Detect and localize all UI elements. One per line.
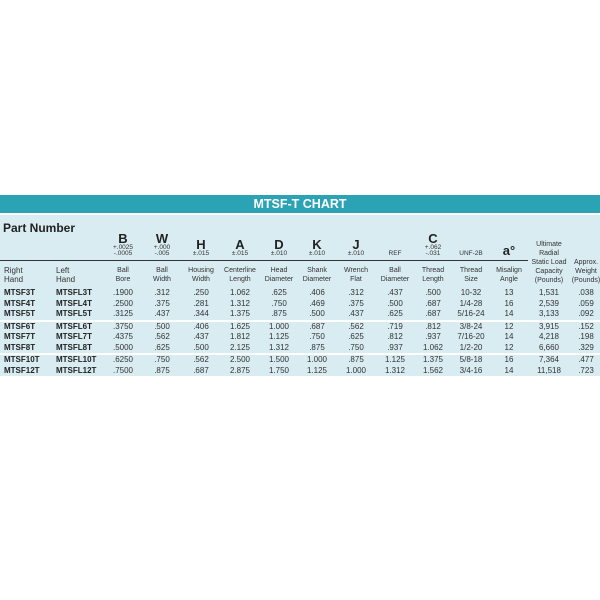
column-tolerance: -.0005 [113, 250, 133, 257]
value-cell: .500 [376, 299, 414, 310]
value-cell: 2.875 [220, 366, 260, 377]
column-label-line: Thread [421, 266, 445, 274]
column-symbol: a° [502, 243, 516, 258]
column-tolerance: +.000 [153, 244, 171, 251]
value-cell: .500 [142, 322, 182, 333]
value-cell: 14 [490, 366, 528, 377]
value-cell: 3/4-16 [452, 366, 490, 377]
column-label-line: Bore [115, 275, 131, 283]
value-cell: .937 [376, 343, 414, 354]
column-tolerance: ±.015 [192, 250, 210, 257]
column-label-line: Right [4, 265, 23, 275]
value-cell: .437 [336, 309, 376, 320]
value-cell: .500 [182, 343, 220, 354]
mtsf-t-chart [0, 195, 600, 376]
value-cell: .329 [570, 343, 600, 354]
value-cell: .687 [298, 322, 336, 333]
header-line: Weight [575, 268, 597, 275]
column-symbol-header [298, 215, 336, 261]
column-label [142, 261, 182, 289]
value-cell: 1.125 [298, 366, 336, 377]
part-number-cell: MTSFL5T [52, 309, 104, 320]
value-cell: .723 [570, 366, 600, 377]
column-label [414, 261, 452, 289]
header-row [0, 215, 600, 261]
column-label-line: Size [464, 275, 478, 283]
value-cell: 1.125 [376, 355, 414, 366]
column-symbol: D [274, 237, 284, 252]
value-cell: 12 [490, 322, 528, 333]
value-cell: 2,539 [528, 299, 570, 310]
part-number-cell: MTSFL6T [52, 322, 104, 333]
value-cell: .750 [298, 332, 336, 343]
value-cell: 5/16-24 [452, 309, 490, 320]
column-label [376, 261, 414, 289]
value-cell: 1/4-28 [452, 299, 490, 310]
value-cell: 16 [490, 299, 528, 310]
value-cell: 2.125 [220, 343, 260, 354]
table-row [0, 343, 600, 354]
value-cell: .406 [182, 322, 220, 333]
column-label-line: Width [153, 275, 171, 283]
part-number-cell: MTSF3T [0, 288, 52, 299]
value-cell: .437 [182, 332, 220, 343]
column-symbol-header [182, 215, 220, 261]
column-symbol-header [414, 215, 452, 261]
part-number-cell: MTSF7T [0, 332, 52, 343]
part-number-cell: MTSFL4T [52, 299, 104, 310]
value-cell: .198 [570, 332, 600, 343]
column-label-line: Hand [56, 274, 76, 284]
weight-header [570, 215, 600, 288]
column-label-line: Wrench [344, 266, 368, 274]
column-label [52, 261, 104, 289]
column-label-line: Shank [307, 266, 327, 274]
header-line: (Pounds) [571, 277, 600, 284]
value-cell: .3125 [104, 309, 142, 320]
column-symbol-header [376, 215, 414, 261]
part-number-cell: MTSFL12T [52, 366, 104, 377]
value-cell: .625 [376, 309, 414, 320]
value-cell: .719 [376, 322, 414, 333]
column-symbol: K [312, 237, 322, 252]
column-tolerance: -.005 [154, 250, 170, 257]
column-label-line: Hand [4, 274, 24, 284]
value-cell: .375 [336, 299, 376, 310]
value-cell: 10-32 [452, 288, 490, 299]
header-line: Static Load [531, 259, 567, 266]
column-symbol-header [104, 215, 142, 261]
chart-title: MTSF-T CHART [0, 195, 600, 213]
value-cell: .625 [142, 343, 182, 354]
column-tolerance: UNF-2B [459, 250, 483, 257]
column-tolerance: ±.010 [347, 250, 365, 257]
column-label [298, 261, 336, 289]
table-row [0, 309, 600, 320]
value-cell: 1.500 [260, 355, 298, 366]
value-cell: 5/8-18 [452, 355, 490, 366]
column-label [220, 261, 260, 289]
column-label-line: Flat [350, 275, 362, 283]
value-cell: .750 [142, 355, 182, 366]
value-cell: .7500 [104, 366, 142, 377]
value-cell: 1/2-20 [452, 343, 490, 354]
column-tolerance: +.0025 [112, 244, 134, 251]
value-cell: .562 [336, 322, 376, 333]
column-label [452, 261, 490, 289]
value-cell: 1.625 [220, 322, 260, 333]
column-label-line: Misalign [496, 266, 522, 274]
value-cell: .6250 [104, 355, 142, 366]
value-cell: .875 [298, 343, 336, 354]
column-label [490, 261, 528, 289]
column-symbol-header [336, 215, 376, 261]
column-symbol: B [118, 231, 128, 246]
column-label-line: Housing [188, 266, 214, 274]
value-cell: 1.750 [260, 366, 298, 377]
column-label [0, 261, 52, 289]
column-label-line: Centerline [224, 266, 256, 274]
value-cell: 1,531 [528, 288, 570, 299]
column-symbol: J [352, 237, 360, 252]
column-label-line: Ball [389, 266, 401, 274]
value-cell: .750 [260, 299, 298, 310]
value-cell: 1.000 [298, 355, 336, 366]
column-tolerance: ±.010 [308, 250, 326, 257]
part-number-cell: MTSFL7T [52, 332, 104, 343]
value-cell: 14 [490, 332, 528, 343]
value-cell: .281 [182, 299, 220, 310]
value-cell: 3/8-24 [452, 322, 490, 333]
part-number-cell: MTSF6T [0, 322, 52, 333]
value-cell: .477 [570, 355, 600, 366]
value-cell: .2500 [104, 299, 142, 310]
value-cell: 13 [490, 288, 528, 299]
column-label-line: Diameter [380, 275, 410, 283]
value-cell: .812 [414, 322, 452, 333]
value-cell: 1.312 [220, 299, 260, 310]
header-line: (Pounds) [534, 277, 564, 284]
spec-table [0, 215, 600, 376]
value-cell: 7,364 [528, 355, 570, 366]
column-symbol: A [235, 237, 245, 252]
column-tolerance: ±.010 [270, 250, 288, 257]
value-cell: .562 [182, 355, 220, 366]
value-cell: .875 [142, 366, 182, 377]
column-label-line: Length [422, 275, 444, 283]
value-cell: 11,518 [528, 366, 570, 377]
value-cell: 2.500 [220, 355, 260, 366]
column-symbol-header [220, 215, 260, 261]
table-row [0, 299, 600, 310]
value-cell: .4375 [104, 332, 142, 343]
column-label-line: Angle [500, 275, 518, 283]
value-cell: 3,133 [528, 309, 570, 320]
table-row [0, 355, 600, 366]
column-tolerance: ±.015 [231, 250, 249, 257]
column-label-line: Diameter [302, 275, 332, 283]
value-cell: 1.812 [220, 332, 260, 343]
column-symbol: C [428, 231, 438, 246]
value-cell: .038 [570, 288, 600, 299]
column-label [104, 261, 142, 289]
part-number-header: Part Number [0, 215, 104, 261]
value-cell: .152 [570, 322, 600, 333]
value-cell: .406 [298, 288, 336, 299]
value-cell: .687 [414, 309, 452, 320]
value-cell: .625 [336, 332, 376, 343]
header-line: Capacity [535, 268, 563, 275]
column-symbol-header [490, 215, 528, 261]
header-line: Approx. [573, 259, 599, 266]
value-cell: .687 [414, 299, 452, 310]
value-cell: .437 [142, 309, 182, 320]
value-cell: 1.375 [414, 355, 452, 366]
column-label [260, 261, 298, 289]
subheader-row [0, 261, 600, 289]
value-cell: 1.062 [414, 343, 452, 354]
column-label-line: Length [229, 275, 251, 283]
part-number-cell: MTSFL3T [52, 288, 104, 299]
value-cell: .875 [260, 309, 298, 320]
column-label-line: Ball [156, 266, 168, 274]
header-line: Radial [539, 250, 559, 257]
value-cell: 1.562 [414, 366, 452, 377]
column-symbol: W [155, 231, 169, 246]
table-row [0, 288, 600, 299]
value-cell: 1.312 [260, 343, 298, 354]
table-row [0, 332, 600, 343]
value-cell: .750 [336, 343, 376, 354]
column-label-line: Left [56, 265, 70, 275]
part-number-cell: MTSF8T [0, 343, 52, 354]
value-cell: .312 [142, 288, 182, 299]
value-cell: 3,915 [528, 322, 570, 333]
column-symbol-header [142, 215, 182, 261]
value-cell: .875 [336, 355, 376, 366]
value-cell: .500 [414, 288, 452, 299]
value-cell: .562 [142, 332, 182, 343]
value-cell: 12 [490, 343, 528, 354]
column-label [182, 261, 220, 289]
value-cell: 6,660 [528, 343, 570, 354]
value-cell: 1.000 [260, 322, 298, 333]
value-cell: .469 [298, 299, 336, 310]
value-cell: .687 [182, 366, 220, 377]
part-number-cell: MTSF4T [0, 299, 52, 310]
part-number-cell: MTSF10T [0, 355, 52, 366]
column-symbol: H [196, 237, 206, 252]
value-cell: 16 [490, 355, 528, 366]
part-number-cell: MTSFL10T [52, 355, 104, 366]
value-cell: 1.312 [376, 366, 414, 377]
table-row [0, 322, 600, 333]
column-tolerance: REF [388, 250, 402, 257]
value-cell: 4,218 [528, 332, 570, 343]
value-cell: .059 [570, 299, 600, 310]
column-label-line: Ball [117, 266, 129, 274]
value-cell: .812 [376, 332, 414, 343]
value-cell: .625 [260, 288, 298, 299]
value-cell: .3750 [104, 322, 142, 333]
value-cell: .1900 [104, 288, 142, 299]
column-label-line: Thread [459, 266, 483, 274]
value-cell: 1.062 [220, 288, 260, 299]
value-cell: 1.375 [220, 309, 260, 320]
header-line: Ultimate [536, 241, 562, 248]
part-number-cell: MTSF12T [0, 366, 52, 377]
value-cell: .937 [414, 332, 452, 343]
value-cell: .092 [570, 309, 600, 320]
value-cell: .344 [182, 309, 220, 320]
column-symbol-header [260, 215, 298, 261]
value-cell: 1.000 [336, 366, 376, 377]
column-label [336, 261, 376, 289]
value-cell: .375 [142, 299, 182, 310]
value-cell: .5000 [104, 343, 142, 354]
column-tolerance: +.062 [424, 244, 442, 251]
column-symbol-header [452, 215, 490, 261]
value-cell: .312 [336, 288, 376, 299]
value-cell: 1.125 [260, 332, 298, 343]
value-cell: .500 [298, 309, 336, 320]
ultimate-load-header [528, 215, 570, 288]
value-cell: .250 [182, 288, 220, 299]
column-label-line: Head [270, 266, 288, 274]
table-row [0, 366, 600, 377]
value-cell: 7/16-20 [452, 332, 490, 343]
part-number-cell: MTSFL8T [52, 343, 104, 354]
column-tolerance: -.031 [425, 250, 441, 257]
part-number-cell: MTSF5T [0, 309, 52, 320]
value-cell: .437 [376, 288, 414, 299]
column-label-line: Width [192, 275, 210, 283]
value-cell: 14 [490, 309, 528, 320]
column-label-line: Diameter [264, 275, 294, 283]
